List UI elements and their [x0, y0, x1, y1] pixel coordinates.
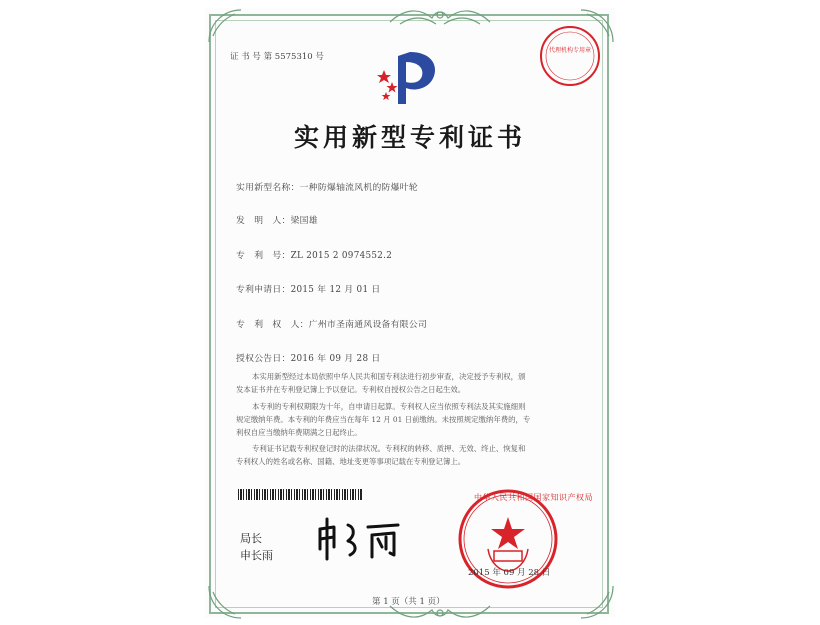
director-signature — [312, 515, 404, 565]
body-line: 本专利的专利权期限为十年，自申请日起算。专利权人应当依照专利法及其实施细则 — [252, 402, 526, 411]
agency-seal — [538, 24, 602, 88]
body-line: 规定缴纳年费。本专利的年费应当在每年 12 月 01 日前缴纳。未按照规定缴纳年费的，专 — [236, 415, 531, 424]
field-patent-number: 专 利 号：ZL 2015 2 0974552.2 — [236, 251, 393, 261]
seal-text: 中华人民共和国国家知识产权局 — [474, 493, 593, 502]
page-title: 实用新型专利证书 — [293, 123, 526, 152]
page-number: 第 1 页（共 1 页） — [372, 597, 445, 607]
director-title: 局长 — [240, 532, 262, 545]
certificate-number: 证 书 号 第 5575310 号 — [230, 52, 324, 62]
stamp-date: 2015 年 09 月 28 日 — [468, 568, 551, 578]
top-ornament — [380, 6, 500, 28]
body-line: 专利证书记载专利权登记时的法律状况。专利权的转移、质押、无效、终止、恢复和 — [252, 444, 526, 453]
field-utility-model-name: 实用新型名称：一种防爆轴流风机的防爆叶轮 — [236, 183, 418, 193]
barcode — [238, 489, 362, 500]
field-application-date: 专利申请日：2015 年 12 月 01 日 — [236, 285, 381, 295]
field-patentee: 专 利 权 人：广州市圣南通风设备有限公司 — [236, 320, 428, 330]
corner-ornament-bl — [205, 582, 245, 622]
corner-ornament-tl — [205, 6, 245, 46]
director-name: 申长雨 — [240, 549, 273, 562]
field-grant-date: 授权公告日：2016 年 09 月 28 日 — [236, 354, 381, 364]
agency-seal-text: 代理机构专用章 — [548, 47, 591, 54]
field-inventor: 发 明 人：梁国雄 — [236, 216, 318, 226]
body-line: 发本证书并在专利登记簿上予以登记。专利权自授权公告之日起生效。 — [236, 385, 466, 394]
body-line: 专利权人的姓名或名称、国籍、地址变更等事项记载在专利登记簿上。 — [236, 457, 466, 466]
sipo-logo-icon — [372, 48, 440, 106]
body-line: 本实用新型经过本局依照中华人民共和国专利法进行初步审查，决定授予专利权，颁 — [252, 372, 526, 381]
corner-ornament-br — [577, 582, 617, 622]
body-line: 利权自应当缴纳年费期满之日起终止。 — [236, 428, 362, 437]
